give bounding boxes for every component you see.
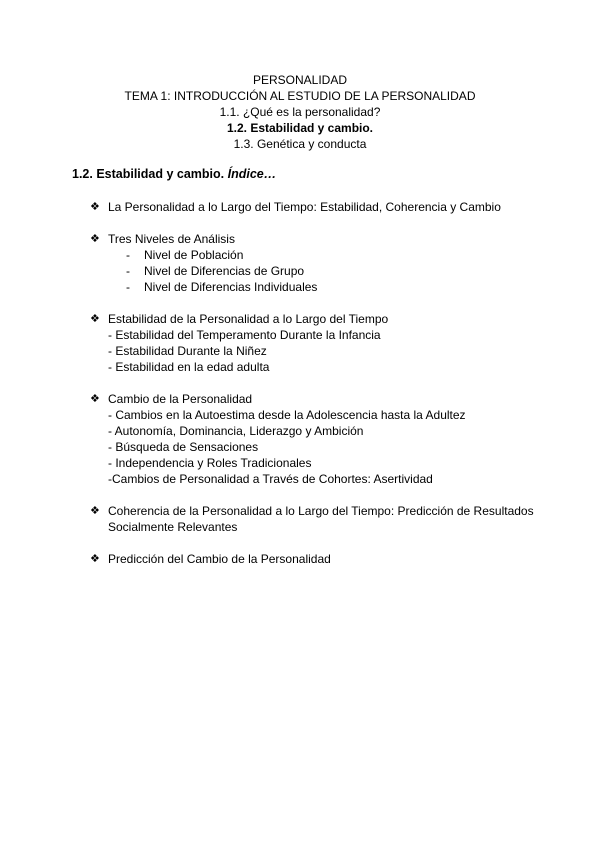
sub-list-item: - Autonomía, Dominancia, Liderazgo y Ambición <box>108 424 364 438</box>
document-header <box>0 72 600 152</box>
diamond-bullet-icon: ❖ <box>90 312 100 325</box>
course-title: PERSONALIDAD <box>252 73 348 87</box>
dash-marker: - <box>126 248 130 262</box>
index-item <box>90 503 580 535</box>
sub-list-item: - Búsqueda de Sensaciones <box>108 440 259 454</box>
sub-list <box>108 407 580 487</box>
index-item-text: La Personalidad a lo Largo del Tiempo: Estabilidad, Coherencia y Cambio <box>108 200 501 214</box>
diamond-bullet-icon: ❖ <box>90 392 100 405</box>
sub-list-item: - Estabilidad Durante la Niñez <box>108 344 267 358</box>
sub-list-item-text: Nivel de Población <box>144 248 244 262</box>
sub-list <box>108 327 580 375</box>
diamond-bullet-icon: ❖ <box>90 504 100 517</box>
sub-list-item <box>108 263 580 279</box>
subtopic-1: 1.1. ¿Qué es la personalidad? <box>219 105 381 119</box>
index-item-text: Estabilidad de la Personalidad a lo Largo del Tiempo <box>108 312 389 326</box>
subtopic-2-current: 1.2. Estabilidad y cambio. <box>226 121 374 135</box>
sub-list-item-text: Nivel de Diferencias de Grupo <box>144 264 305 278</box>
index-item <box>90 551 580 567</box>
index-item-text: Tres Niveles de Análisis <box>108 232 235 246</box>
sub-list-item: - Independencia y Roles Tradicionales <box>108 456 312 470</box>
dash-marker: - <box>126 264 130 278</box>
sub-list-item: -Cambios de Personalidad a Través de Cohortes: Asertividad <box>108 472 433 486</box>
section-heading-index: Índice… <box>227 167 277 181</box>
dash-marker: - <box>126 280 130 294</box>
sub-list-item: - Cambios en la Autoestima desde la Adolescencia hasta la Adultez <box>108 408 466 422</box>
sub-list-item <box>108 247 580 263</box>
sub-list <box>108 247 580 295</box>
index-item-text: Predicción del Cambio de la Personalidad <box>108 552 331 566</box>
index-list <box>90 199 580 567</box>
index-item <box>90 199 580 215</box>
section-heading-text: 1.2. Estabilidad y cambio. <box>72 167 225 181</box>
diamond-bullet-icon: ❖ <box>90 200 100 213</box>
sub-list-item: - Estabilidad en la edad adulta <box>108 360 270 374</box>
index-item <box>90 311 580 375</box>
sub-list-item: - Estabilidad del Temperamento Durante la Infancia <box>108 328 381 342</box>
section-heading <box>72 166 276 182</box>
index-item-text: Cambio de la Personalidad <box>108 392 253 406</box>
index-item-text: Coherencia de la Personalidad a lo Largo del Tiempo: Predicción de Resultados Socialmente Relevantes <box>108 504 534 534</box>
subtopic-3: 1.3. Genética y conducta <box>233 137 367 151</box>
sub-list-item-text: Nivel de Diferencias Individuales <box>144 280 318 294</box>
diamond-bullet-icon: ❖ <box>90 232 100 245</box>
index-item <box>90 391 580 487</box>
diamond-bullet-icon: ❖ <box>90 552 100 565</box>
topic-title: TEMA 1: INTRODUCCIÓN AL ESTUDIO DE LA PERSONALIDAD <box>124 89 476 103</box>
sub-list-item <box>108 279 580 295</box>
index-item <box>90 231 580 295</box>
